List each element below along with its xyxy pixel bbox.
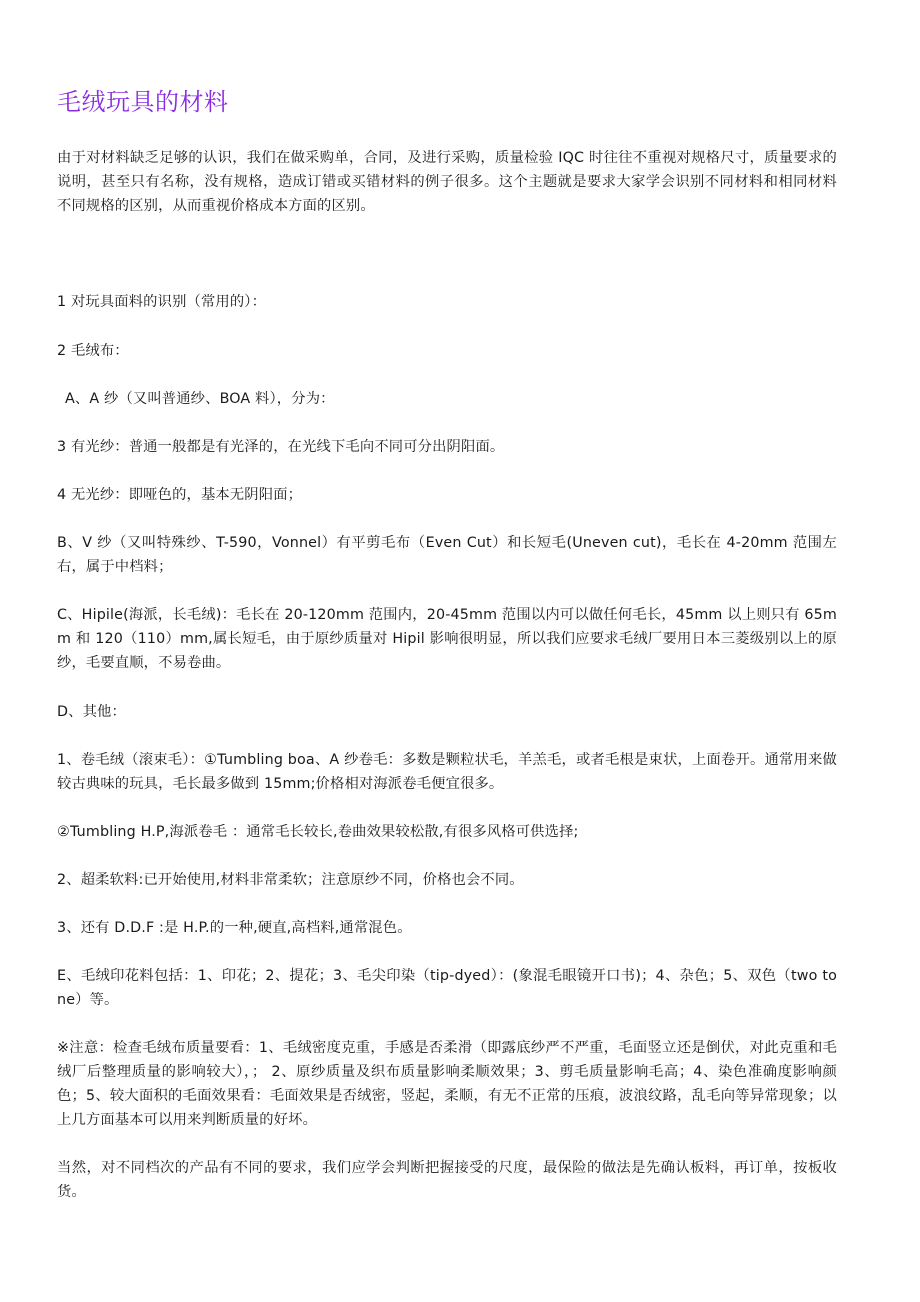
document-title: 毛绒玩具的材料 (57, 88, 229, 116)
paragraph-glossy-yarn: 3 有光纱：普通一般都是有光泽的，在光线下毛向不同可分出阴阳面。 (57, 439, 505, 455)
paragraph-ddf: 3、还有 D.D.F :是 H.P.的一种,硬直,高档料,通常混色。 (57, 920, 412, 936)
section-heading-fabric-identification: 1 对玩具面料的识别（常用的）： (57, 294, 267, 310)
section-heading-plush-fabric: 2 毛绒布： (57, 343, 129, 359)
paragraph-quality-notes: ※注意：检查毛绒布质量要看：1、毛绒密度克重，手感是否柔滑（即露底纱严不严重，毛面竖立还是倒伏，对此克重和毛绒厂后整理质量的影响较大），； 2、原纱质量及织布质量影响柔顺效果；3、剪毛质量影响毛高；4、染色准确度影响颜色；5、较大面积的毛面效果看：毛面效果是否绒密，竖起，柔顺，有无不正常的压痕，波浪纹路，乱毛向等异常现象；以上几方面基本可以用来判断质量的好坏。 (57, 1040, 837, 1128)
paragraph-a-yarn: A、A 纱（又叫普通纱、BOA 料），分为： (65, 391, 335, 407)
paragraph-curly-plush: 1、卷毛绒（滚束毛）：①Tumbling boa、A 纱卷毛：多数是颗粒状毛，羊羔毛，或者毛根是束状，上面卷开。通常用来做较古典味的玩具，毛长最多做到 15mm;价格相对海派卷毛便宜很多。 (57, 752, 837, 792)
paragraph-conclusion: 当然，对不同档次的产品有不同的要求，我们应学会判断把握接受的尺度，最保险的做法是先确认板料，再订单，按板收货。 (57, 1160, 837, 1200)
paragraph-printed-plush: E、毛绒印花料包括：1、印花；2、提花；3、毛尖印染（tip-dyed）：(象混毛眼镜开口书)；4、杂色；5、双色（two tone）等。 (57, 968, 837, 1008)
intro-paragraph: 由于对材料缺乏足够的认识，我们在做采购单，合同，及进行采购，质量检验 IQC 时往往不重视对规格尺寸，质量要求的说明，甚至只有名称，没有规格，造成订错或买错材料的例子很多。这个主题就是要求大家学会识别不同材料和相同材料不同规格的区别，从而重视价格成本方面的区别。 (57, 150, 837, 214)
paragraph-hipile: C、Hipile(海派，长毛绒)：毛长在 20-120mm 范围内，20-45mm 范围以内可以做任何毛长，45mm 以上则只有 65mm 和 120（110）mm,属长短毛，由于原纱质量对 Hipil 影响很明显，所以我们应要求毛绒厂要用日本三菱级别以上的原纱，毛要直顺，不易卷曲。 (57, 607, 837, 671)
paragraph-v-yarn: B、V 纱（又叫特殊纱、T-590，Vonnel）有平剪毛布（Even Cut）和长短毛(Uneven cut)，毛长在 4-20mm 范围左右，属于中档料； (57, 535, 837, 575)
paragraph-tumbling-hp: ②Tumbling H.P,海派卷毛 ：通常毛长较长,卷曲效果较松散,有很多风格可供选择; (57, 824, 579, 840)
paragraph-others: D、其他： (57, 704, 126, 720)
paragraph-matte-yarn: 4 无光纱：即哑色的，基本无阴阳面； (57, 487, 303, 503)
paragraph-super-soft: 2、超柔软料:已开始使用,材料非常柔软；注意原纱不同，价格也会不同。 (57, 872, 524, 888)
